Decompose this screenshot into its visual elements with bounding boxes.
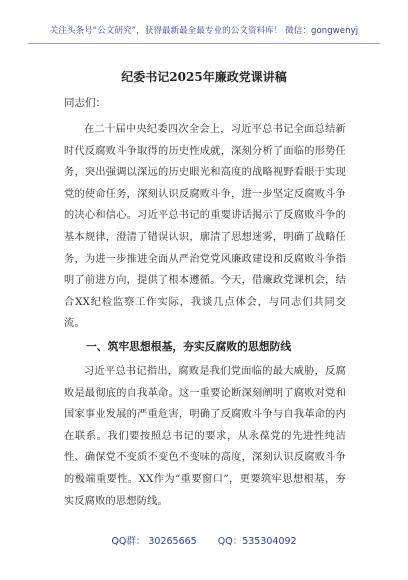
footer-contact xyxy=(0,533,408,547)
footer-qq-number: QQ：535304092 xyxy=(217,536,297,547)
footer-qq-group: QQ群： 30265665 xyxy=(111,536,197,547)
header-divider xyxy=(28,43,380,44)
header-banner: 关注头条号“公文研究”，获得最新最全最专业的公文资料库！ 微信：gongwenyj xyxy=(49,26,359,36)
section-heading-1: 一、筑牢思想根基，夯实反腐败的思想防线 xyxy=(86,340,292,353)
salutation: 同志们： xyxy=(64,97,106,109)
document-title: 纪委书记2025年廉政党课讲稿 xyxy=(121,70,287,84)
paragraph-section-1: 习近平总书记指出，腐败是我们党面临的最大威胁，反腐败是最彻底的自我革命。这一重要论断深刻阐明了腐败对党和国家事业发展的严重危害，明确了反腐败斗争与自我革命的内在联系。我们要按照总书记的要求，从永葆党的先进性纯洁性、确保党不变质不变色不变味的高度，深刻认识反腐败斗争的极端重要性。XX作为“重要窗口”，更要筑牢思想根基，夯实反腐败的思想防线。 xyxy=(64,366,346,507)
paragraph-intro: 在二十届中央纪委四次全会上，习近平总书记全面总结新时代反腐败斗争取得的历史性成就，深刻分析了面临的形势任务，突出强调以深远的历史眼光和高度的战略视野看眼于实现党的使命任务，深刻认识反腐败斗争，进一步坚定反腐败斗争的决心和信心。习近平总书记的重要讲话揭示了反腐败斗争的基本规律，澄清了错误认识，廓清了思想迷雾，明确了战略任务，为进一步推进全面从严治党党风廉政建设和反腐败斗争指明了前进方向，提供了根本遵循。今天，借廉政党课机会，结合XX纪检监察工作实际，我谈几点体会，与同志们共同交流。 xyxy=(64,124,346,330)
